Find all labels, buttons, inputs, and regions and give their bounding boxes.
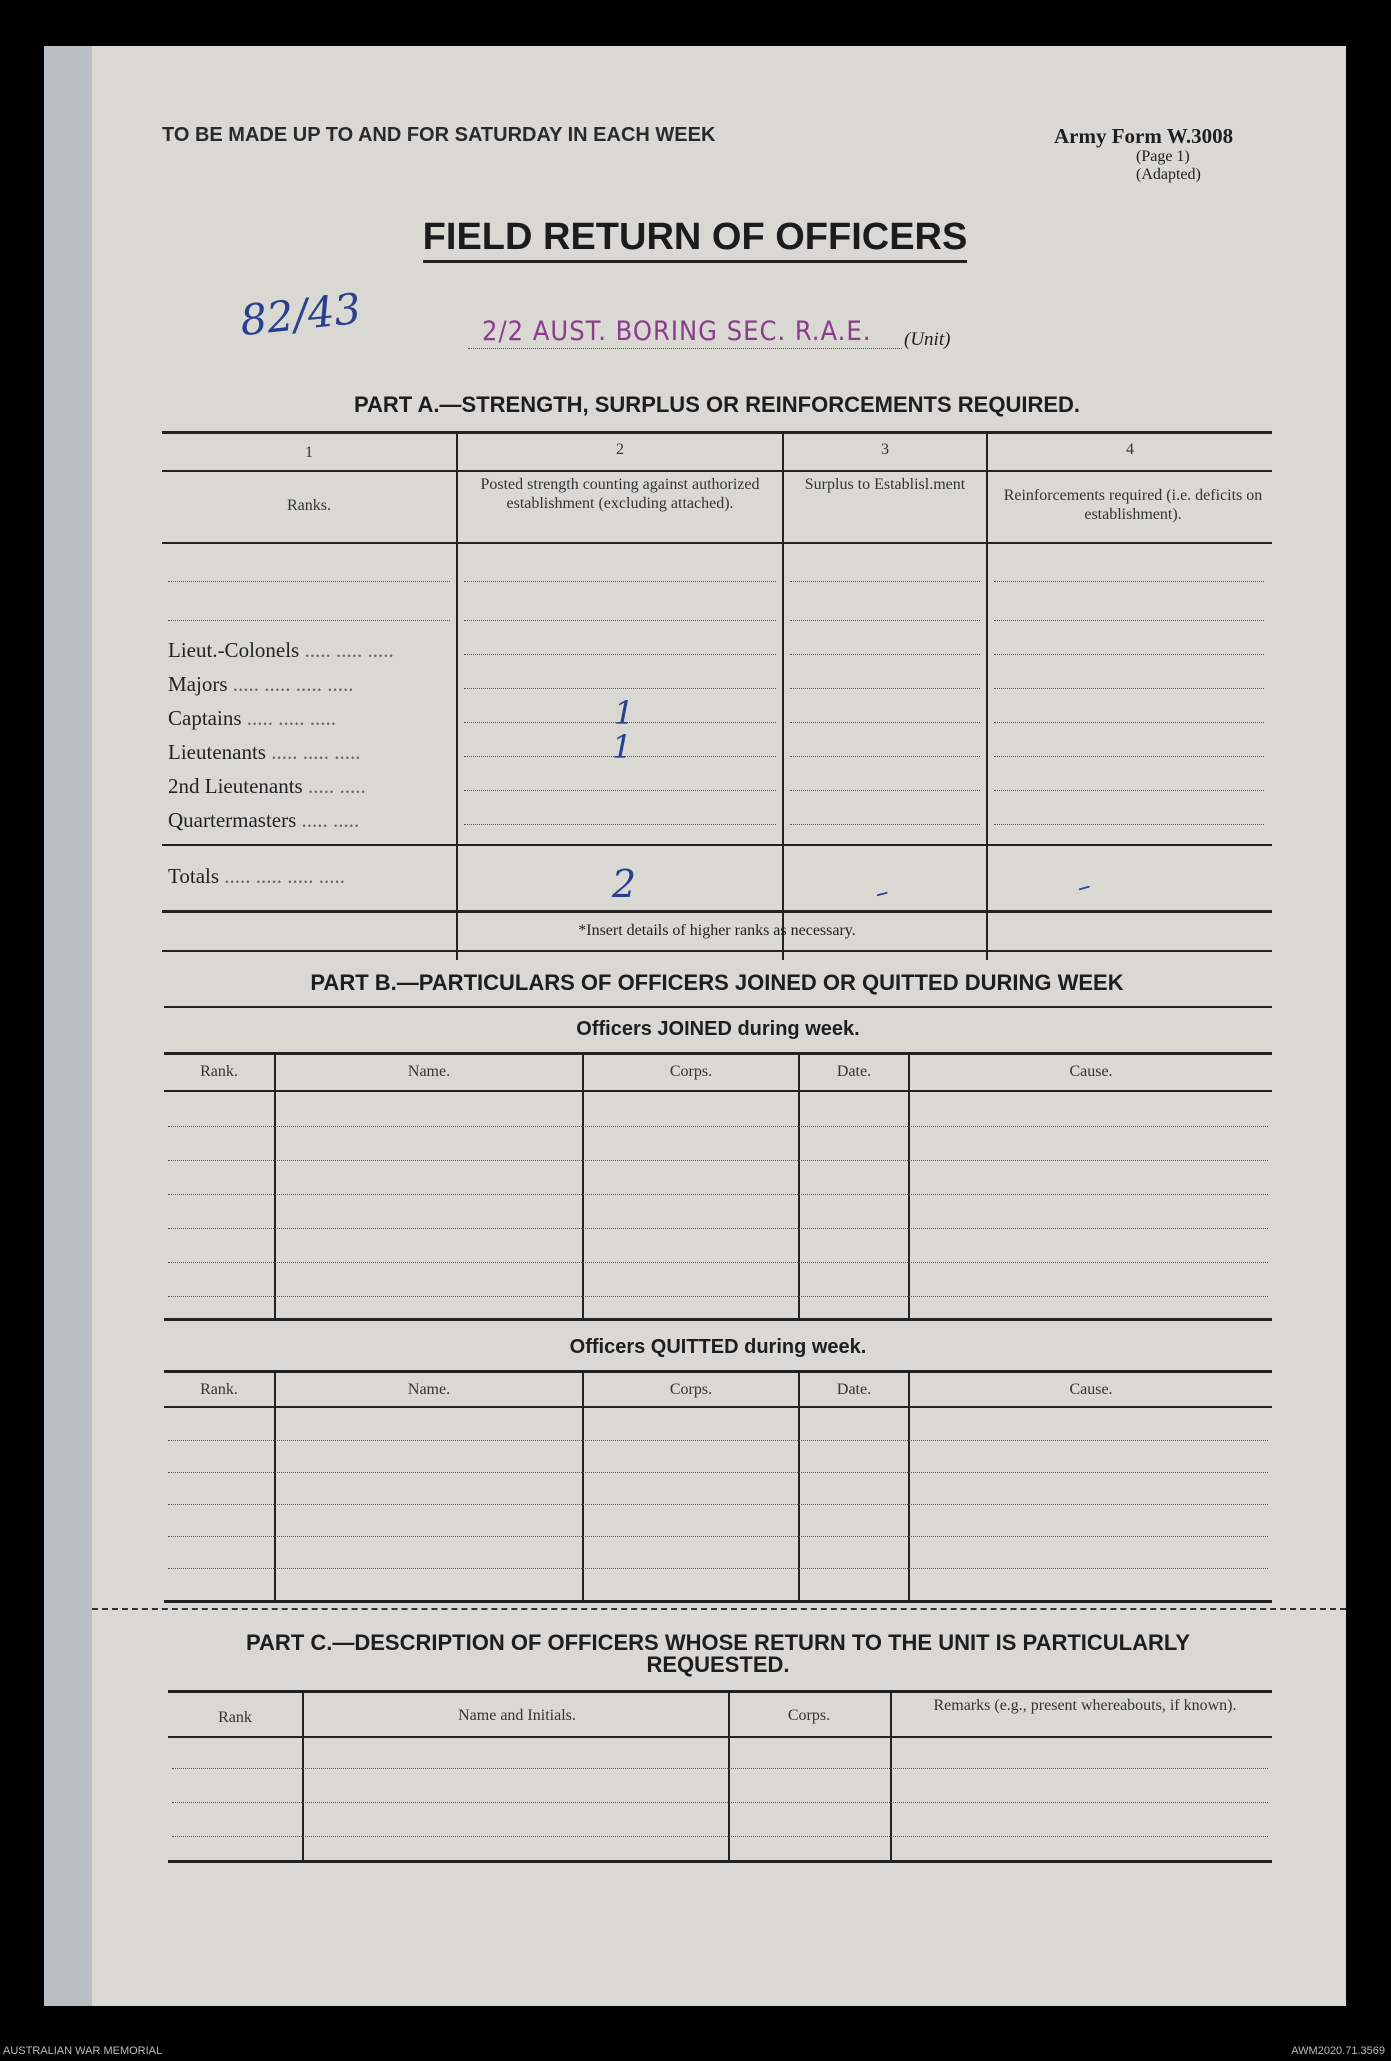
col-number-4: 4 <box>1126 441 1134 458</box>
col-header-posted: Posted strength counting against authorized establishment (excluding attached). <box>480 476 760 512</box>
unit-stamp: 2/2 AUST. BORING SEC. R.A.E. <box>482 316 872 347</box>
col-number-1: 1 <box>305 444 313 461</box>
rank-captains: Captains ..... ..... ..... <box>168 706 336 730</box>
quitted-col-rank: Rank. <box>200 1381 238 1398</box>
footer-credit: AUSTRALIAN WAR MEMORIAL <box>3 2045 163 2057</box>
quitted-col-corps: Corps. <box>669 1381 713 1398</box>
col-header-ranks: Ranks. <box>287 497 331 514</box>
total-reinforcements: – <box>1073 870 1095 904</box>
unit-label: (Unit) <box>904 329 951 350</box>
form-paper <box>44 46 1346 2006</box>
part-c-col-corps: Corps. <box>787 1707 831 1724</box>
joined-col-rank: Rank. <box>200 1063 238 1080</box>
form-adapted: (Adapted) <box>1136 166 1201 183</box>
instruction-text: TO BE MADE UP TO AND FOR SATURDAY IN EACH WEEK <box>162 124 716 146</box>
rank-lieut-colonels: Lieut.-Colonels ..... ..... ..... <box>168 638 394 662</box>
col-header-surplus: Surplus to Establisl.ment <box>804 476 966 493</box>
quitted-col-cause: Cause. <box>1069 1381 1113 1398</box>
posted-captains: 1 <box>613 694 635 732</box>
page-title <box>44 216 1346 259</box>
quitted-col-date: Date. <box>836 1381 872 1398</box>
rank-majors: Majors ..... ..... ..... ..... <box>168 672 354 696</box>
higher-ranks-note: *Insert details of higher ranks as necessary. <box>578 922 856 939</box>
form-name: Army Form W.3008 <box>1054 124 1234 148</box>
rank-2nd-lieutenants: 2nd Lieutenants ..... ..... <box>168 774 366 798</box>
col-number-3: 3 <box>881 441 889 458</box>
joined-col-corps: Corps. <box>669 1063 713 1080</box>
part-c-heading-2: REQUESTED. <box>646 1652 790 1677</box>
total-posted: 2 <box>611 862 637 906</box>
col-number-2: 2 <box>616 441 624 458</box>
totals-label: Totals ..... ..... ..... ..... <box>168 864 346 888</box>
rank-quartermasters: Quartermasters ..... ..... <box>168 808 360 832</box>
joined-col-date: Date. <box>836 1063 872 1080</box>
quitted-col-name: Name. <box>407 1381 451 1398</box>
posted-lieutenants: 1 <box>611 728 633 766</box>
part-c-col-rank: Rank <box>218 1709 252 1726</box>
joined-col-name: Name. <box>407 1063 451 1080</box>
part-a-heading: PART A.—STRENGTH, SURPLUS OR REINFORCEMENTS REQUIRED. <box>353 392 1081 417</box>
joined-col-cause: Cause. <box>1069 1063 1113 1080</box>
tear-line <box>92 1608 1346 1610</box>
footer-accession: AWM2020.71.3569 <box>1291 2045 1385 2057</box>
form-page: (Page 1) <box>1136 148 1190 165</box>
handwritten-reference: 82/43 <box>237 283 364 346</box>
part-c-heading-1: PART C.—DESCRIPTION OF OFFICERS WHOSE RETURN TO THE UNIT IS PARTICULARLY <box>246 1630 1190 1655</box>
part-b-heading: PART B.—PARTICULARS OF OFFICERS JOINED OR QUITTED DURING WEEK <box>310 970 1124 995</box>
unit-line <box>468 348 902 349</box>
part-c-col-remarks: Remarks (e.g., present whereabouts, if known). <box>933 1697 1237 1714</box>
part-c-col-name: Name and Initials. <box>458 1707 576 1724</box>
joined-title: Officers JOINED during week. <box>576 1018 860 1040</box>
paper-edge-strip <box>44 46 92 2006</box>
rank-lieutenants: Lieutenants ..... ..... ..... <box>168 740 361 764</box>
title-text: FIELD RETURN OF OFFICERS <box>423 216 968 263</box>
quitted-title: Officers QUITTED during week. <box>569 1336 867 1358</box>
col-header-reinforcements: Reinforcements required (i.e. deficits on establishment). <box>1003 487 1263 523</box>
total-surplus: – <box>871 876 893 910</box>
